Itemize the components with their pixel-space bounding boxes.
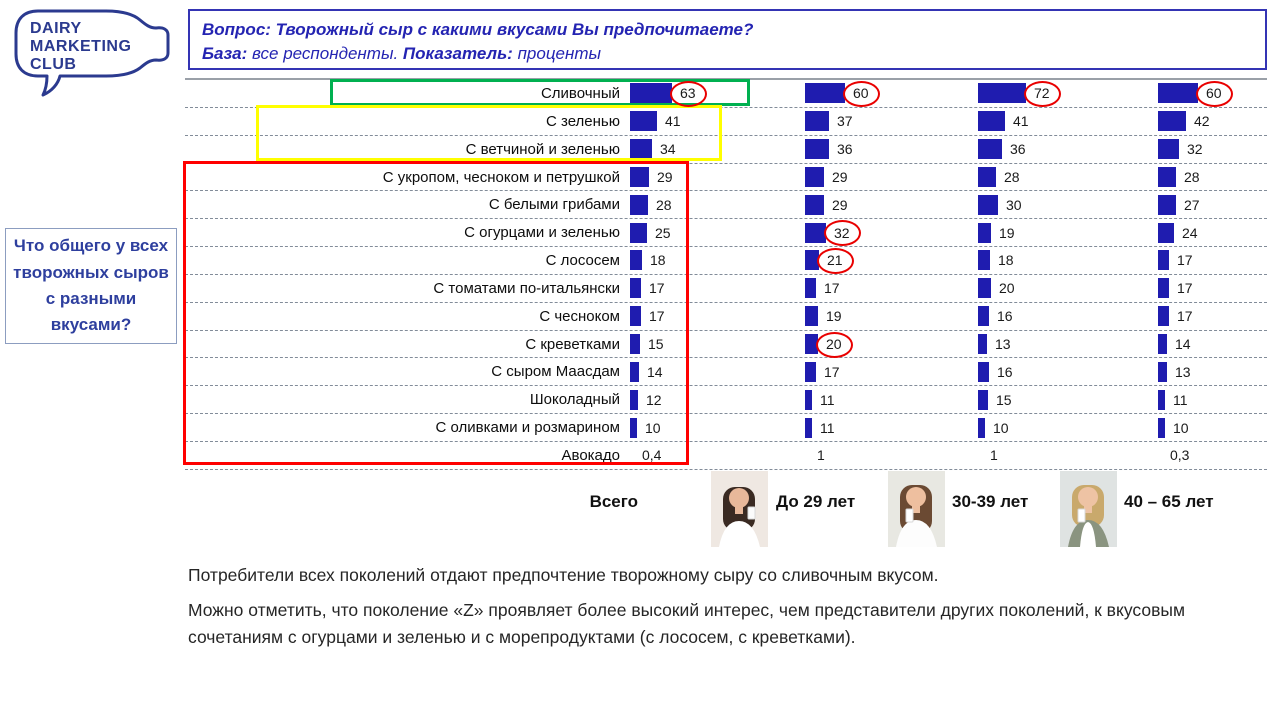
highlight-box-yellow [256, 105, 722, 161]
bar [978, 306, 989, 326]
value-label: 34 [660, 141, 676, 158]
category-label: С оливками и розмарином [435, 419, 620, 437]
insight-paragraph-1: Потребители всех поколений отдают предпочтение творожному сыру со сливочным вкусом. [188, 565, 939, 585]
value-label: 72 [1034, 85, 1050, 102]
bar [1158, 83, 1198, 103]
photo-woman-under-29 [711, 471, 768, 547]
value-label: 17 [824, 280, 840, 297]
bar [805, 278, 816, 298]
value-label: 13 [995, 336, 1011, 353]
bar-cell [805, 108, 975, 135]
value-label: 25 [655, 224, 671, 241]
svg-text:MARKETING: MARKETING [30, 38, 132, 55]
bar-cell [805, 191, 975, 218]
value-label: 14 [1175, 336, 1191, 353]
bar-cell [805, 414, 975, 441]
value-label: 41 [665, 113, 681, 130]
value-label: 1 [817, 447, 825, 464]
bar [978, 167, 996, 187]
bar-cell [805, 275, 975, 302]
category-label: С чесноком [539, 307, 620, 325]
column-label-under-29: До 29 лет [776, 492, 856, 511]
bar-cell [978, 303, 1148, 330]
bar-cell [1158, 358, 1280, 385]
category-label: С белыми грибами [488, 196, 620, 214]
value-label: 19 [999, 224, 1015, 241]
value-label: 36 [1010, 141, 1026, 158]
bar [805, 362, 816, 382]
metric-label: Показатель: [402, 44, 513, 63]
bar [1158, 418, 1165, 438]
dairy-marketing-club-logo [8, 3, 184, 99]
base-label: База: [202, 44, 248, 63]
value-label: 20 [826, 336, 842, 353]
value-label: 14 [647, 363, 663, 380]
highlight-box-red [183, 161, 689, 465]
bar-cell [978, 136, 1148, 163]
bar [1158, 250, 1169, 270]
value-label: 41 [1013, 113, 1029, 130]
bar-cell [805, 164, 975, 191]
column-label-total: Всего [589, 492, 638, 511]
bar [805, 334, 818, 354]
bar-cell [1158, 80, 1280, 107]
value-label: 17 [824, 363, 840, 380]
value-label: 17 [649, 280, 665, 297]
value-label: 16 [997, 363, 1013, 380]
value-label: 11 [1173, 391, 1188, 408]
value-label: 24 [1182, 224, 1198, 241]
photo-woman-40-65 [1060, 471, 1117, 547]
bar [1158, 139, 1179, 159]
value-label: 30 [1006, 196, 1022, 213]
bar [805, 83, 845, 103]
column-label-40-65: 40 – 65 лет [1124, 492, 1214, 511]
sidebar-question-box [5, 228, 177, 344]
value-label: 60 [853, 85, 869, 102]
bar [1158, 306, 1169, 326]
bar [805, 139, 829, 159]
question-line [202, 18, 1253, 42]
value-label: 42 [1194, 113, 1210, 130]
value-label: 15 [648, 336, 664, 353]
bar [978, 418, 985, 438]
value-label: 28 [656, 196, 672, 213]
bar-cell [805, 219, 975, 246]
bar [978, 139, 1002, 159]
bar-cell [805, 80, 975, 107]
bar [805, 195, 824, 215]
bar-cell [978, 414, 1148, 441]
question-text: Творожный сыр с какими вкусами Вы предпочитаете? [275, 20, 754, 39]
bar-cell [978, 442, 1148, 469]
bar [1158, 223, 1174, 243]
category-label: Шоколадный [529, 391, 620, 409]
question-header-box [188, 9, 1267, 70]
bar-cell [978, 80, 1148, 107]
bar-cell [1158, 191, 1280, 218]
value-label: 17 [1177, 252, 1193, 269]
bar-cell [978, 219, 1148, 246]
bar [1158, 111, 1186, 131]
value-label: 29 [657, 168, 673, 185]
bar [805, 250, 819, 270]
value-label: 29 [832, 196, 848, 213]
bar [805, 223, 826, 243]
value-label: 28 [1184, 168, 1200, 185]
category-label: С креветками [525, 335, 620, 353]
bar-cell [1158, 136, 1280, 163]
base-text: все респонденты. [252, 44, 399, 63]
bar [1158, 195, 1176, 215]
bar [1158, 334, 1167, 354]
bar-cell [805, 303, 975, 330]
bar-cell [805, 247, 975, 274]
photo-woman-30-39 [888, 471, 945, 547]
bar [805, 390, 812, 410]
bar-cell [805, 358, 975, 385]
bar-cell [978, 386, 1148, 413]
bar-cell [1158, 219, 1280, 246]
bar [978, 278, 991, 298]
bar [805, 111, 829, 131]
value-label: 10 [1173, 419, 1189, 436]
bar-cell [805, 386, 975, 413]
bar-cell [805, 442, 975, 469]
value-label: 17 [1177, 308, 1193, 325]
value-label: 11 [820, 391, 835, 408]
value-label: 17 [649, 308, 665, 325]
bar-cell [1158, 303, 1280, 330]
value-label: 13 [1175, 363, 1191, 380]
category-label: С укропом, чесноком и петрушкой [382, 168, 620, 186]
category-label: С томатами по-итальянски [433, 279, 620, 297]
value-label: 36 [837, 141, 853, 158]
value-label: 37 [837, 113, 853, 130]
bar-cell [1158, 442, 1280, 469]
value-label: 17 [1177, 280, 1193, 297]
base-line [202, 42, 1253, 66]
bar-cell [1158, 108, 1280, 135]
value-label: 18 [998, 252, 1014, 269]
value-label: 16 [997, 308, 1013, 325]
bar-cell [978, 108, 1148, 135]
value-label: 28 [1004, 168, 1020, 185]
value-label: 63 [680, 85, 696, 102]
bar-cell [1158, 331, 1280, 358]
value-label: 12 [646, 391, 662, 408]
bar-cell [978, 191, 1148, 218]
bar [805, 418, 812, 438]
bar [1158, 362, 1167, 382]
question-label: Вопрос: [202, 20, 271, 39]
column-label-30-39: 30-39 лет [952, 492, 1029, 511]
category-label: С зеленью [546, 112, 620, 130]
value-label: 20 [999, 280, 1015, 297]
category-label: С ветчиной и зеленью [465, 140, 620, 158]
bar-cell [1158, 247, 1280, 274]
value-label: 10 [993, 419, 1009, 436]
svg-text:DAIRY: DAIRY [30, 20, 82, 37]
bar [978, 334, 987, 354]
bar [1158, 167, 1176, 187]
bar [805, 167, 824, 187]
value-label: 15 [996, 391, 1012, 408]
bar [978, 111, 1005, 131]
value-label: 27 [1184, 196, 1200, 213]
bar-cell [1158, 275, 1280, 302]
bar [978, 362, 989, 382]
bar-cell [1158, 414, 1280, 441]
category-label: С сыром Маасдам [491, 363, 620, 381]
bar-cell [1158, 386, 1280, 413]
value-label: 60 [1206, 85, 1222, 102]
bar [978, 390, 988, 410]
category-label: Сливочный [540, 85, 620, 102]
insights-block [188, 562, 1196, 659]
value-label: 29 [832, 168, 848, 185]
bar-cell [805, 136, 975, 163]
category-label: С лососем [545, 252, 620, 270]
bar [978, 223, 991, 243]
bar-cell [805, 331, 975, 358]
value-label: 11 [820, 419, 835, 436]
milk-bottle-bubble-icon [8, 3, 184, 99]
bar [1158, 278, 1169, 298]
value-label: 32 [834, 224, 850, 241]
bar-cell [978, 247, 1148, 274]
value-label: 0,3 [1170, 447, 1190, 464]
bar [978, 83, 1026, 103]
value-label: 0,4 [642, 447, 662, 464]
bar-cell [1158, 164, 1280, 191]
svg-text:CLUB: CLUB [30, 56, 77, 73]
bar [1158, 390, 1165, 410]
bar-cell [978, 331, 1148, 358]
metric-text: проценты [517, 44, 602, 63]
value-label: 10 [645, 419, 661, 436]
bar-cell [978, 164, 1148, 191]
bar [978, 250, 990, 270]
insight-paragraph-2: Можно отметить, что поколение «Z» проявляет более высокий интерес, чем представители других поколений, к вкусовым сочетаниям с огурцами и зеленью и с морепродуктами (с лососем, с креветками). [188, 600, 1185, 647]
sidebar-question-text: Что общего у всех творожных сыров с разными вкусами? [13, 236, 169, 335]
bar-cell [978, 358, 1148, 385]
bar [978, 195, 998, 215]
bar [805, 306, 818, 326]
value-label: 32 [1187, 141, 1203, 158]
value-label: 18 [650, 252, 666, 269]
category-label: Авокадо [561, 446, 620, 464]
value-label: 19 [826, 308, 842, 325]
bar-cell [978, 275, 1148, 302]
value-label: 1 [990, 447, 998, 464]
category-label: С огурцами и зеленью [464, 224, 620, 242]
value-label: 21 [827, 252, 843, 269]
